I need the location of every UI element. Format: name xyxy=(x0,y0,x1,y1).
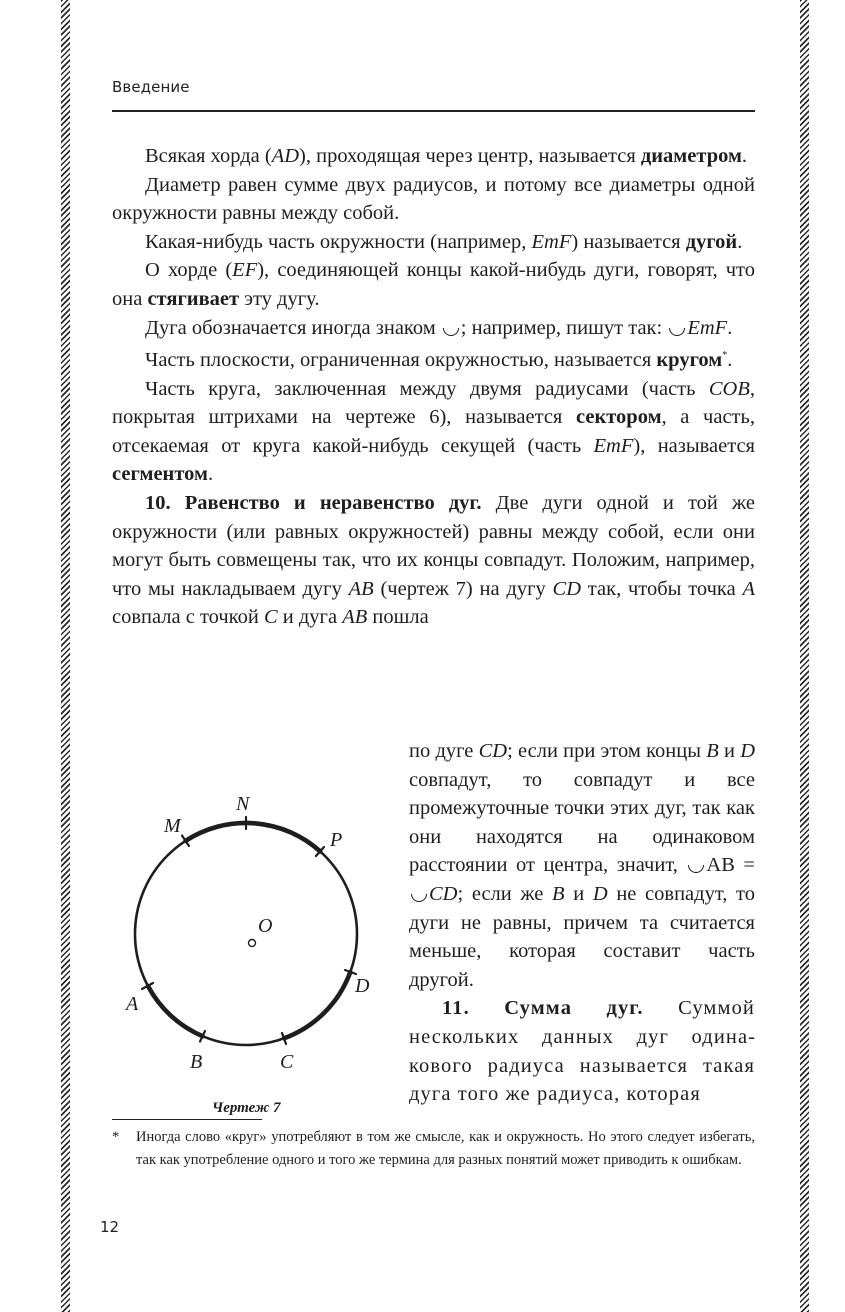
paragraph-arc-equality-cont: по дуге CD; если при этом концы B и D совпадут, то совпадут и все промежуточные точки этих дуг, так как они находятся на одинаковом расстоянии от центра, значит, AB = CD; если же B и D не совпадут, то дуги не равны, причем та считается меньше, которая составит часть другой. xyxy=(409,740,755,991)
footnote-text: Иногда слово «круг» употребляют в том же смысле, как и окружность. Но этого следует избегать, так как употребление одного и того же термина для разных понятий может приводить к ошибкам. xyxy=(136,1129,755,1168)
page-number: 12 xyxy=(100,1218,120,1236)
bold-arc-ab xyxy=(148,986,203,1036)
figure-7 xyxy=(112,772,397,1116)
paragraph-section-10: 10. Равенство и неравенство дуг. Две дуги одной и той же окружности (или равных окружностей) равны между собой, если они могут быть совмещены так, что их концы совпадут. Положим, например, что мы накладываем дугу AB (чертеж 7) на дугу CD так, чтобы точка A совпала с точкой C и дуга AB пошла xyxy=(112,491,756,629)
point-label-p: P xyxy=(330,829,343,851)
right-hatched-border xyxy=(800,0,809,1312)
running-head: Введение xyxy=(112,78,190,96)
term-sector: сектором xyxy=(576,406,662,429)
term-disk: кругом xyxy=(656,348,723,371)
paragraph-arc-symbol: Дуга обозначается иногда знаком ; например, пишут так: EmF. xyxy=(145,316,733,339)
arc-symbol-icon xyxy=(443,328,459,336)
term-diameter: диаметром xyxy=(640,145,742,167)
point-label-a: A xyxy=(126,993,139,1015)
arc-symbol-icon xyxy=(669,328,685,336)
point-label-d: D xyxy=(355,975,370,997)
paragraph-chord-def: О хорде (EF), соединяющей концы какой-нибудь дуги, говорят, что она стягивает эту дугу. xyxy=(112,259,756,310)
bold-arc-cd xyxy=(284,972,350,1038)
point-label-n: N xyxy=(236,793,250,815)
arc-symbol-icon xyxy=(411,894,427,902)
paragraph-sector-segment: Часть круга, заключенная между двумя радиусами (часть COB, покрытая штрихами на чертеже 6), называется сектором, а часть, отсекаемая от круга какой-нибудь секущей (часть EmF), называется сегментом. xyxy=(112,377,755,486)
paragraph-arc-def: Какая-нибудь часть окружности (например, EmF) называется дугой. xyxy=(145,230,743,253)
footnote xyxy=(112,1126,755,1171)
point-label-b: B xyxy=(190,1051,203,1073)
section-11-heading: 11. Сумма дуг. xyxy=(442,997,644,1020)
side-column-text xyxy=(409,737,755,1109)
footnote-star: * xyxy=(112,1129,120,1145)
footnote-rule xyxy=(112,1119,262,1120)
footnote-marker[interactable]: * xyxy=(722,350,728,362)
left-hatched-border xyxy=(61,0,70,1312)
figure-caption: Чертеж 7 xyxy=(212,1100,281,1116)
term-arc: дугой xyxy=(685,230,738,253)
figure-wrap-zone xyxy=(112,740,755,1116)
term-subtends: стягивает xyxy=(147,287,240,310)
arc-symbol-icon xyxy=(688,865,704,873)
bold-arc-mp xyxy=(186,823,321,852)
paragraph-disk-def: Часть плоскости, ограниченная окружностью, называется кругом*. xyxy=(145,348,733,371)
point-label-m: M xyxy=(164,815,181,837)
main-text xyxy=(112,142,755,632)
term-segment: сегментом xyxy=(112,463,208,486)
center-label-o: O xyxy=(258,915,273,937)
header-rule xyxy=(112,110,755,112)
circle-diagram xyxy=(112,772,397,1092)
point-label-c: C xyxy=(280,1051,294,1073)
paragraph-section-11: 11. Сумма дуг. Суммой нескольких данных дуг одинакового радиуса называется такая дуга того же радиуса, которая xyxy=(409,997,755,1106)
paragraph-diameter-def: Всякая хорда (AD), проходящая через центр, называется диаметром. xyxy=(145,145,748,167)
paragraph-diameter-equal: Диаметр равен сумме двух радиусов, и потому все диаметры одной окружности равны между собой. xyxy=(112,173,755,225)
center-point xyxy=(249,940,256,947)
section-10-heading: 10. Равенство и неравенство дуг. xyxy=(145,491,482,514)
